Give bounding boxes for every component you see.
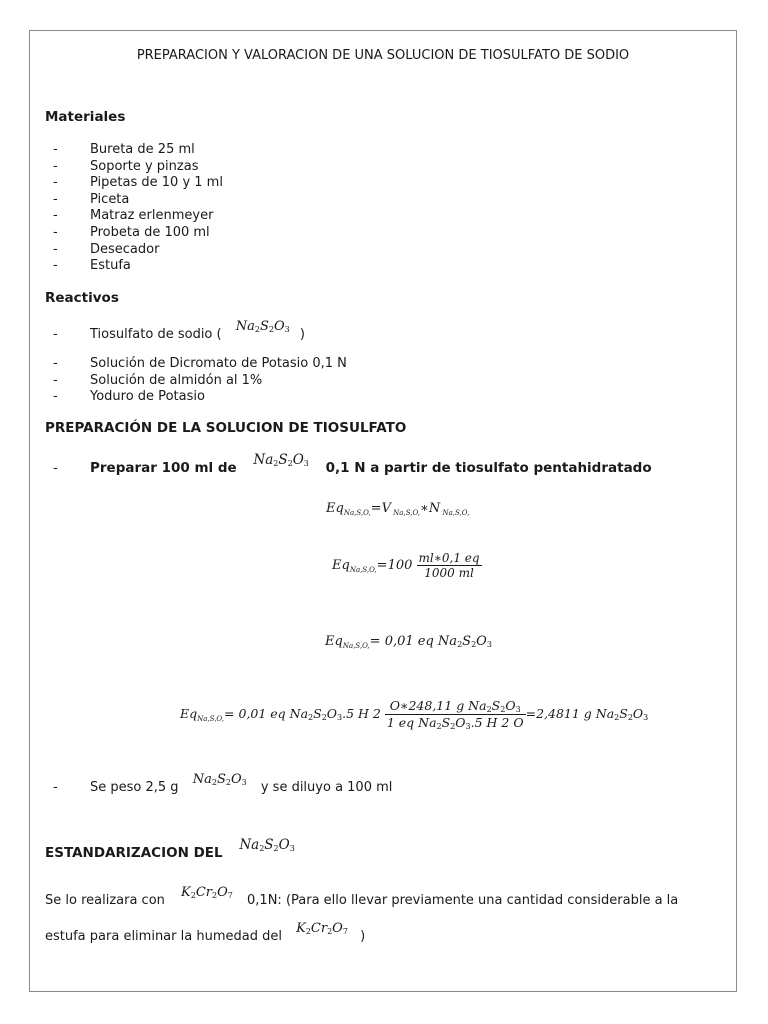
estandarizacion-line-1: Se lo realizara con $K_2Cr_2O_7$ 0,1N: (Para ello llevar previamente una cantidad considerable a la bbox=[45, 885, 679, 908]
list-item: Yoduro de Potasio bbox=[90, 389, 205, 405]
document-title: PREPARACION Y VALORACION DE UNA SOLUCION DE TIOSULFATO DE SODIO bbox=[136, 48, 630, 63]
equation-1: $Eq_{Na,S,O,}=V$ $_{Na,S,O,}$∗N $_{Na,S,O,}$ bbox=[326, 501, 470, 517]
list-item: Solución de almidón al 1% bbox=[90, 372, 263, 388]
preparacion-heading: PREPARACIÓN DE LA SOLUCION DE TIOSULFATO bbox=[45, 420, 407, 436]
list-item: Solución de Dicromato de Potasio 0,1 N bbox=[90, 356, 347, 371]
materiales-list: - Bureta de 25 ml - Soporte y pinzas - Pipetas de 10 y 1 ml - Piceta - Matraz erlenmeyer - Probeta de 100 ml - Desecador - Estufa bbox=[53, 142, 223, 274]
list-item: Pipetas de 10 y 1 ml bbox=[90, 175, 223, 191]
materiales-heading: Materiales bbox=[45, 109, 126, 125]
estandarizacion-heading: ESTANDARIZACION DEL $Na_2S_2O_3$ bbox=[45, 837, 295, 861]
list-item: Soporte y pinzas bbox=[90, 158, 199, 174]
equation-4: $Eq_{Na,S,O,}= 0,01$ eq $Na_2S_2O_3.5$ H 2 $\frac{O∗248,11 g Na_2S_2O_3}{1 eq Na_2S_2O_3.5 H 2 O}$ =2,4811 g $Na_2S_2O_3$ bbox=[180, 698, 649, 731]
list-item: Piceta bbox=[90, 191, 130, 207]
list-item: Estufa bbox=[90, 258, 131, 274]
equation-2: $Eq_{Na,S,O,}=100$ $\frac{ml∗0,1 eq}{1000 ml}$ bbox=[332, 551, 480, 580]
reactivos-heading: Reactivos bbox=[45, 290, 119, 306]
equation-3: $Eq_{Na,S,O,}= 0,01$ eq $Na_2S_2O_3$ bbox=[325, 634, 492, 650]
list-item: Desecador bbox=[90, 241, 160, 257]
reactivos-list: - Solución de Dicromato de Potasio 0,1 N - Solución de almidón al 1% - Yoduro de Potasio bbox=[53, 356, 347, 405]
list-item: Probeta de 100 ml bbox=[90, 225, 210, 240]
list-item: Matraz erlenmeyer bbox=[90, 208, 214, 224]
estandarizacion-line-2: estufa para eliminar la humedad del $K_2Cr_2O_7$ ) bbox=[45, 921, 366, 944]
list-item: Bureta de 25 ml bbox=[90, 142, 195, 157]
document-page: PREPARACION Y VALORACION DE UNA SOLUCION DE TIOSULFATO DE SODIO Materiales - Bureta de 25 ml - Soporte y pinzas - Pipetas de 10 y 1 ml - Piceta - Matraz erlenmeyer - Probeta de 100 ml - Desecador - Estufa Reactivos - Tiosulfato de sodio ( $Na_2S_2O_3$ ) - Solución de Dicromato de Potasio 0,1 N - Solución de almidón al 1% - Yoduro de Potasio PREPARACIÓN DE LA SOLUCION DE TIOSULFATO - Preparar 100 ml de $Na_2S_2O_3$ 0,1 N a partir de tiosulfato pentahidratado $Eq_{Na,S,O,}=V$ $_{Na,S,O,}$∗N $_{Na,S,O,}$ $Eq_{Na,S,O,}=100$ $\frac{ml∗0,1 eq}{1000 ml}$ $Eq_{Na,S,O,}= 0,01$ eq $Na_2S_2O_3$ $Eq_{Na,S,O,}= 0,01$ eq $Na_2S_2O_3.5$ H 2 $\frac{O∗248,11 g Na_2S_2O_3}{1 eq Na_2S_2O_3.5 H 2 O}$ =2,4811 g $Na_2S_2O_3$ - Se peso 2,5 g $Na_2S_2O_3$ y se diluyo a 100 ml ESTANDARIZACION DEL $Na_2S_2O_3$ Se lo realizara con $K_2Cr_2O_7$ 0,1N: (Para ello llevar previamente una cantidad considerable a la estufa para eliminar la humedad del $K_2Cr_2O_7$ ) bbox=[29, 30, 737, 992]
